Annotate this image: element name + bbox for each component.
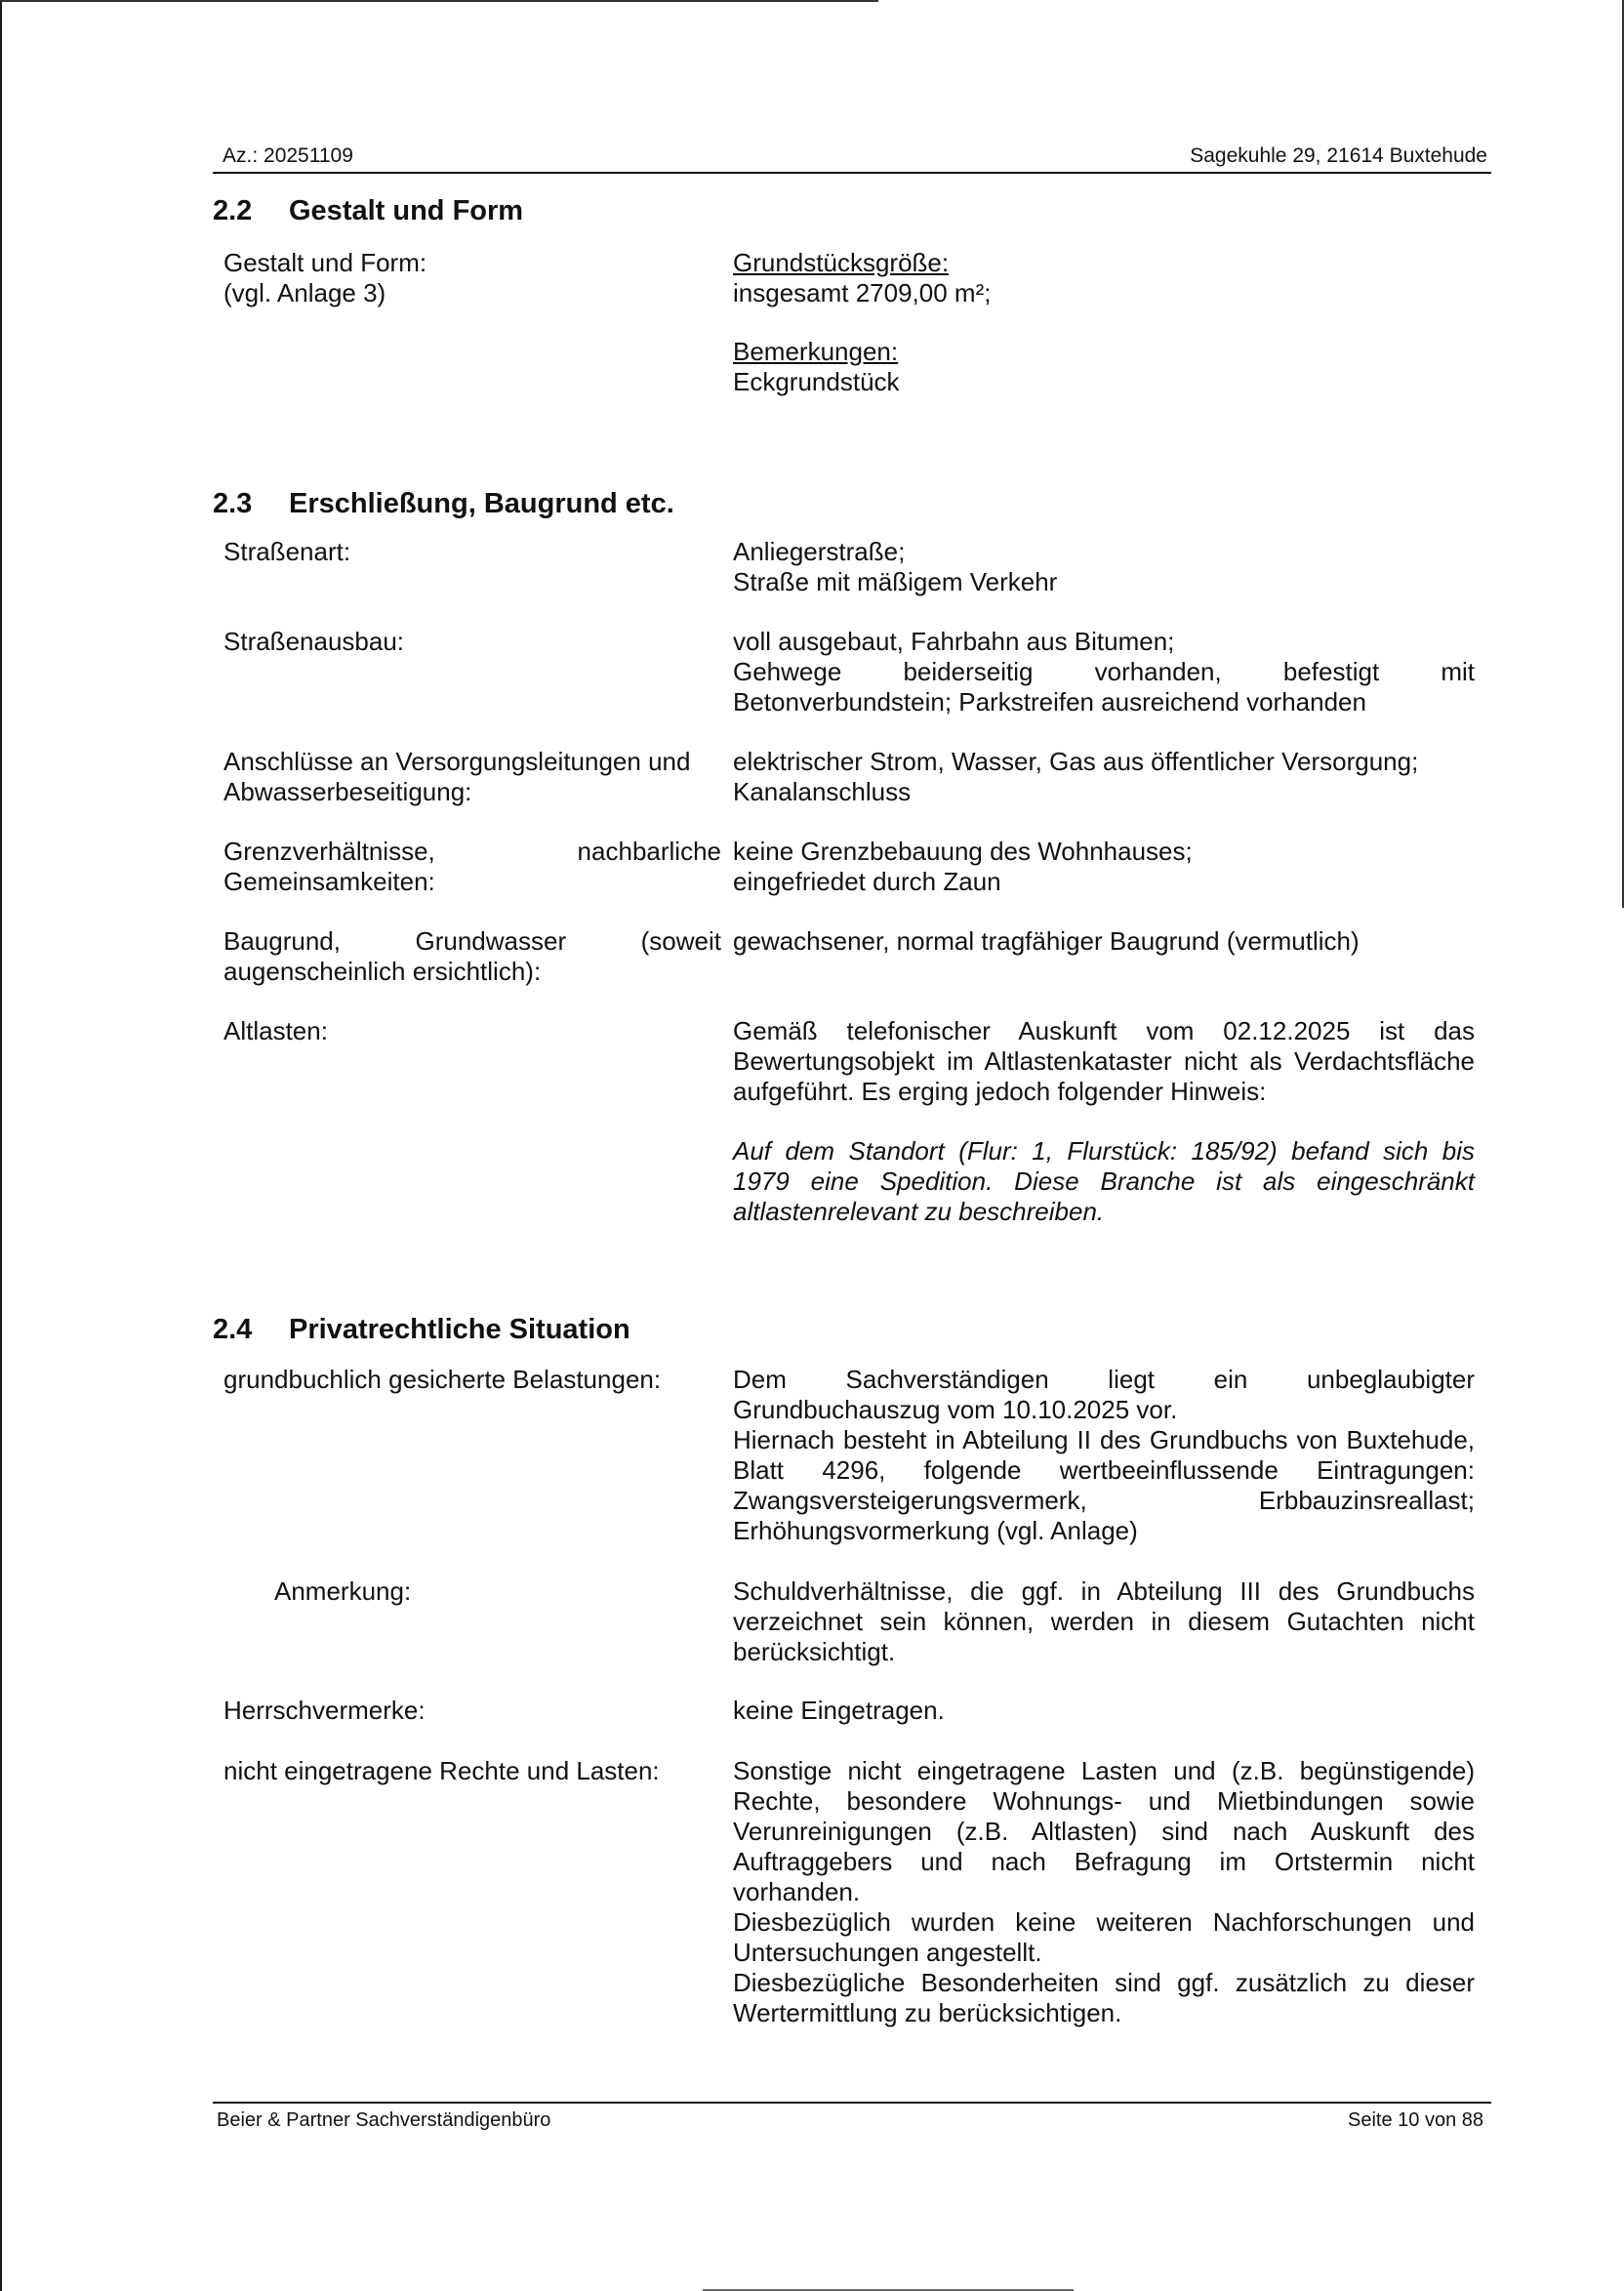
form-label <box>223 248 721 308</box>
label-street-development: Straßenausbau: <box>223 627 405 656</box>
section-heading-2-4 <box>213 1314 630 1346</box>
section-title: Privatrechtliche Situation <box>289 1314 630 1345</box>
section-title: Erschließung, Baugrund etc. <box>289 488 674 519</box>
label-street-type: Straßenart: <box>223 537 351 566</box>
section-heading-2-2 <box>213 195 523 227</box>
page-header <box>213 144 1491 174</box>
section-title: Gestalt und Form <box>289 195 524 226</box>
remarks-heading: Bemerkungen: <box>733 337 899 366</box>
label-utility-connections: Anschlüsse an Versorgungsleitungen und Abwasserbeseitigung: <box>223 747 691 806</box>
value-subsoil: gewachsener, normal tragfähiger Baugrund (vermutlich) <box>733 926 1360 956</box>
scan-edge-top <box>0 0 878 2</box>
annex-reference: (vgl. Anlage 3) <box>223 278 386 307</box>
file-reference: Az.: 20251109 <box>223 144 353 167</box>
plot-size-value <box>733 248 1475 308</box>
section-number: 2.3 <box>213 488 253 519</box>
label-land-register-encumbrances: grundbuchlich gesicherte Belastungen: <box>223 1365 662 1394</box>
page-footer <box>213 2102 1491 2131</box>
value-note: Schuldverhältnisse, die ggf. in Abteilung III des Grundbuchs verzeichnet sein können, werden in diesem Gutachten nicht berücksichtigt. <box>733 1576 1475 1666</box>
label-dominant-rights: Herrschvermerke: <box>223 1696 426 1725</box>
section-heading-2-3 <box>213 488 674 520</box>
value-street-type: Anliegerstraße; Straße mit mäßigem Verkehr <box>733 537 1058 596</box>
value-contamination: Gemäß telefonischer Auskunft vom 02.12.2025 ist das Bewertungsobjekt im Altlastenkataster nicht als Verdachtsfläche aufgeführt. Es erging jedoch folgender Hinweis: <box>733 1016 1475 1106</box>
value-dominant-rights: keine Eingetragen. <box>733 1696 945 1725</box>
value-utility-connections: elektrischer Strom, Wasser, Gas aus öffentlicher Versorgung; Kanalanschluss <box>733 747 1419 806</box>
label-unregistered-rights: nicht eingetragene Rechte und Lasten: <box>223 1756 660 1785</box>
contamination-note: Auf dem Standort (Flur: 1, Flurstück: 185/92) befand sich bis 1979 eine Spedition. Diese Branche ist als eingeschränkt altlastenrelevant zu beschreiben. <box>733 1136 1475 1226</box>
label-boundary-conditions: Grenzverhältnisse, nachbarliche Gemeinsamkeiten: <box>223 837 721 896</box>
remarks-text: Eckgrundstück <box>733 367 900 396</box>
value-land-register-encumbrances: Dem Sachverständigen liegt ein unbeglaubigter Grundbuchauszug vom 10.10.2025 vor. Hiernach besteht in Abteilung II des Grundbuchs von Buxtehude, Blatt 4296, folgende wertbeeinflussende Eintragungen: Zwangsversteigerungsvermerk, Erbbauzinsreallast; Erhöhungsvormerkung (vgl. Anlage) <box>733 1365 1475 1545</box>
label-contamination: Altlasten: <box>223 1016 328 1045</box>
scan-edge-left <box>0 0 2 2291</box>
value-unregistered-rights: Sonstige nicht eingetragene Lasten und (z.B. begünstigende) Rechte, besondere Wohnungs- und Mietbindungen sowie Verunreinigungen (z.B. Altlasten) sind nach Auskunft des Auftraggebers und nach Befragung im Ortstermin nicht vorhanden. Diesbezüglich wurden keine weiteren Nachforschungen und Untersuchungen angestellt. Diesbezügliche Besonderheiten sind ggf. zusätzlich zu dieser Wertermittlung zu berücksichtigen. <box>733 1756 1475 2027</box>
page-number: Seite 10 von 88 <box>1348 2109 1483 2131</box>
property-address: Sagekuhle 29, 21614 Buxtehude <box>1190 144 1487 167</box>
remarks-value <box>733 337 1475 397</box>
label-subsoil: Baugrund, Grundwasser (soweit augenscheinlich ersichtlich): <box>223 926 721 986</box>
office-name: Beier & Partner Sachverständigenbüro <box>217 2109 551 2131</box>
value-boundary-conditions: keine Grenzbebauung des Wohnhauses; eingefriedet durch Zaun <box>733 837 1193 896</box>
section-number: 2.2 <box>213 195 253 226</box>
section-number: 2.4 <box>213 1314 253 1345</box>
plot-size-heading: Grundstücksgröße: <box>733 248 950 277</box>
label-note: Anmerkung: <box>274 1576 412 1606</box>
form-label-text: Gestalt und Form: <box>223 248 427 277</box>
plot-size-text: insgesamt 2709,00 m²; <box>733 278 992 307</box>
value-street-development: voll ausgebaut, Fahrbahn aus Bitumen; Gehwege beiderseitig vorhanden, befestigt mit Betonverbundstein; Parkstreifen ausreichend vorhanden <box>733 627 1475 716</box>
